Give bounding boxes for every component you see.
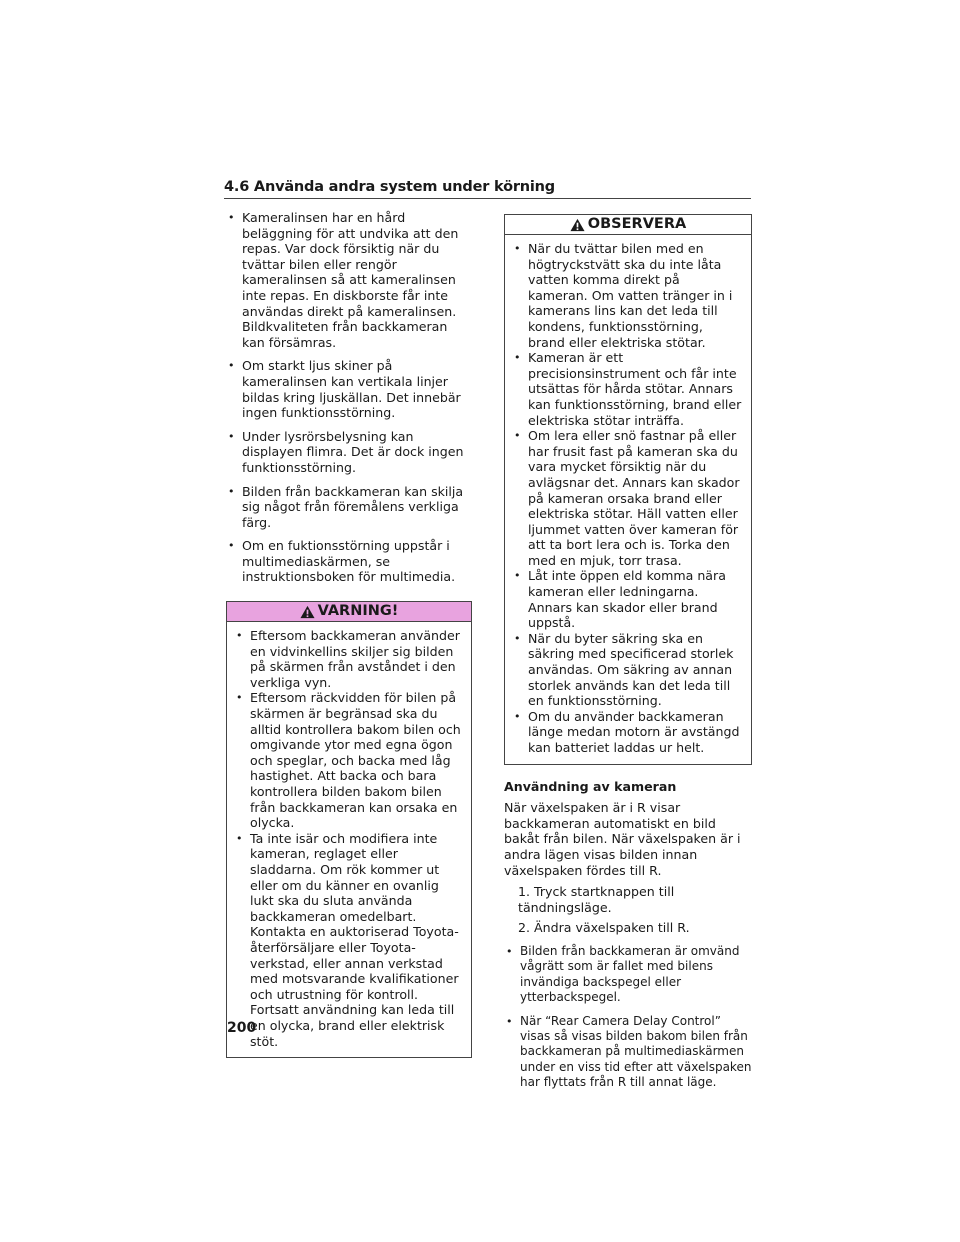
right-column [504,214,752,1099]
list-item: • Om starkt ljus skiner på kameralinsen kan vertikala linjer bildas kring ljuskällan. Det innebär ingen funktionsstörning. [226,358,470,420]
usage-heading: Användning av kameran [504,778,677,794]
list-item: • Eftersom räckvidden för bilen på skärmen är begränsad ska du alltid kontrollera bakom bilen och omgivande ytor med egna ögon och speglar, och backa med låg hastighet. Att backa och bara kontrollera bilden bakom bilen från backkameran kan orsaka en olycka. [234,690,463,830]
step-item: 2. Ändra växelspaken till R. [518,920,690,936]
list-item: • Ta inte isär och modifiera inte kameran, reglaget eller sladdarna. Om rök kommer ut eller om du känner en ovanlig lukt ska du sluta använda backkameran omedelbart. Kontakta en auktoriserad Toyota-återförsäljare eller Toyota-verkstad, eller annan verkstad med motsvarande kvalifikationer och utrustning för kontroll. Fortsatt användning kan leda till en olycka, brand eller elektrisk stöt. [234,831,463,1049]
warning-title: VARNING! [317,602,399,619]
list-item: • När du tvättar bilen med en högtryckstvätt ska du inte låta vatten komma direkt på kameran. Om vatten tränger in i kamerans lins kan det leda till kondens, funktionsstörning, brand eller elektriska stötar. [512,241,743,350]
list-item: • När du byter säkring ska en säkring med specificerad storlek användas. Om säkring av annan storlek används kan det leda till en funktionsstörning. [512,631,743,709]
observe-list [512,241,743,756]
list-item: • Bilden från backkameran kan skilja sig något från föremålens verkliga färg. [226,484,470,531]
warning-list [234,628,463,1049]
left-column [226,210,470,1058]
info-list [226,210,470,585]
list-item: • Bilden från backkameran är omvänd vågrätt som är fallet med bilens invändiga backspegel eller ytterbackspegel. [504,944,752,1006]
list-item: • När “Rear Camera Delay Control” visas så visas bilden bakom bilen från backkameran på multimediaskärmen under en viss tid efter att växelspaken har flyttats från R till annat läge. [504,1014,752,1091]
usage-paragraph: När växelspaken är i R visar backkameran automatiskt en bild bakåt från bilen. När växelspaken är i andra lägen visas bilden innan växelspaken fördes till R. [504,800,741,878]
list-item: • Om lera eller snö fastnar på eller har frusit fast på kameran ska du vara mycket försiktig när du avlägsnar det. Annars kan skador på kameran orsaka brand eller elektriska stötar. Häll vatten eller ljummet vatten över kameran för att ta bort lera och is. Torka den med en mjuk, torr trasa. [512,428,743,568]
warning-title-bar [227,602,471,622]
usage-notes [504,944,752,1091]
observe-box [504,214,752,765]
list-item: • Kameralinsen har en hård beläggning för att undvika att den repas. Var dock försiktig när du tvättar bilen eller rengör kameralinsen så att kameralinsen inte repas. En diskborste får inte användas direkt på kameralinsen. Bildkvaliteten från backkameran kan försämras. [226,210,470,350]
list-item: • Under lysrörsbelysning kan displayen flimra. Det är dock ingen funktionsstörning. [226,429,470,476]
observe-title: OBSERVERA [587,215,687,232]
step-item: 1. Tryck startknappen till tändningsläge. [518,884,675,915]
section-title: 4.6 Använda andra system under körning [224,179,751,199]
list-item: • Kameran är ett precisionsinstrument och får inte utsättas för hårda stötar. Annars kan funktionsstörning, brand eller elektriska stötar inträffa. [512,350,743,428]
list-item: • Om en fuktionsstörning uppstår i multimediaskärmen, se instruktionsboken för multimedia. [226,538,470,585]
list-item: • Eftersom backkameran använder en vidvinkellins skiljer sig bilden på skärmen från avståndet i den verkliga vyn. [234,628,463,690]
usage-steps [504,884,752,936]
warning-box [226,601,472,1058]
page-number: 200 [227,1020,257,1036]
warning-triangle-icon [300,605,315,619]
observe-title-bar [505,215,751,235]
list-item: • Låt inte öppen eld komma nära kameran eller ledningarna. Annars kan skador eller brand uppstå. [512,568,743,630]
list-item: • Om du använder backkameran länge medan motorn är avstängd kan batteriet laddas ur helt. [512,709,743,756]
warning-triangle-icon [570,218,585,232]
